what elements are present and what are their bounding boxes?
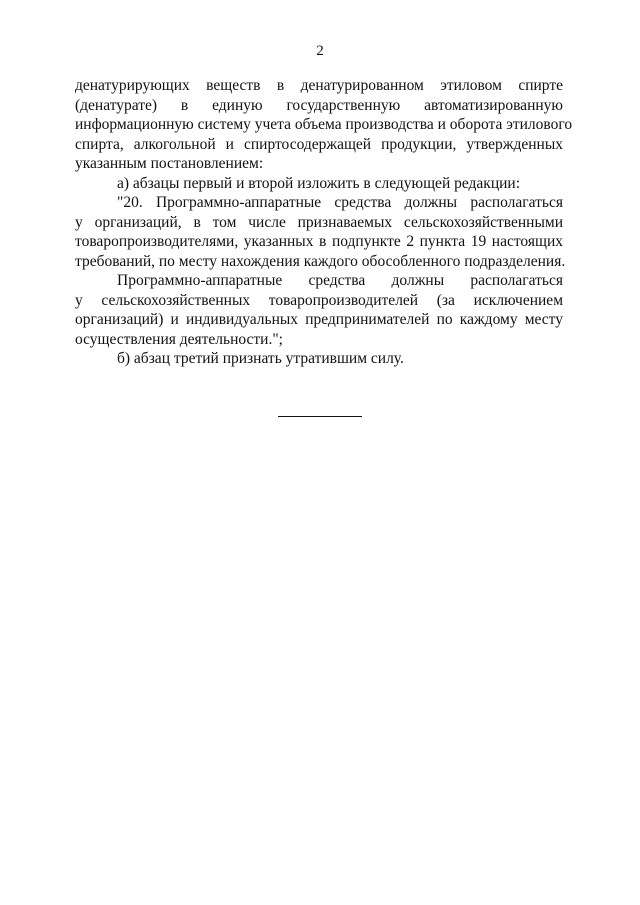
text-line: (денатурате) в единую государственную автоматизированную xyxy=(75,96,563,114)
text-line: денатурирующих веществ в денатурированном этиловом спирте xyxy=(75,77,563,94)
page-number: 2 xyxy=(316,43,324,59)
paragraph-item-a xyxy=(75,174,563,194)
text-line: у организаций, в том числе признаваемых сельскохозяйственными xyxy=(75,213,563,231)
text-line: Программно-аппаратные средства должны располагаться xyxy=(117,272,563,289)
text-line: требований, по месту нахождения каждого обособленного подразделения. xyxy=(75,252,566,270)
text-line: спирта, алкогольной и спиртосодержащей продукции, утвержденных xyxy=(75,135,563,153)
paragraph-quote-software xyxy=(75,271,563,349)
text-line: у сельскохозяйственных товаропроизводителей (за исключением xyxy=(75,291,563,309)
document-body xyxy=(75,76,573,369)
paragraph-intro xyxy=(75,76,573,174)
text-line: а) абзацы первый и второй изложить в следующей редакции: xyxy=(117,174,521,192)
text-line: "20. Программно-аппаратные средства должны располагаться xyxy=(117,194,563,211)
text-line: информационную систему учета объема производства и оборота этилового xyxy=(75,116,573,133)
paragraph-item-b xyxy=(75,349,563,369)
paragraph-quote-20 xyxy=(75,193,566,271)
text-line: товаропроизводителями, указанных в подпункте 2 пункта 19 настоящих xyxy=(75,233,563,250)
text-line: б) абзац третий признать утратившим силу. xyxy=(117,350,404,367)
end-of-document-rule xyxy=(278,416,362,417)
text-line: указанным постановлением: xyxy=(75,155,264,172)
text-line: осуществления деятельности."; xyxy=(75,330,283,348)
text-line: организаций) и индивидуальных предпринимателей по каждому месту xyxy=(75,311,563,328)
